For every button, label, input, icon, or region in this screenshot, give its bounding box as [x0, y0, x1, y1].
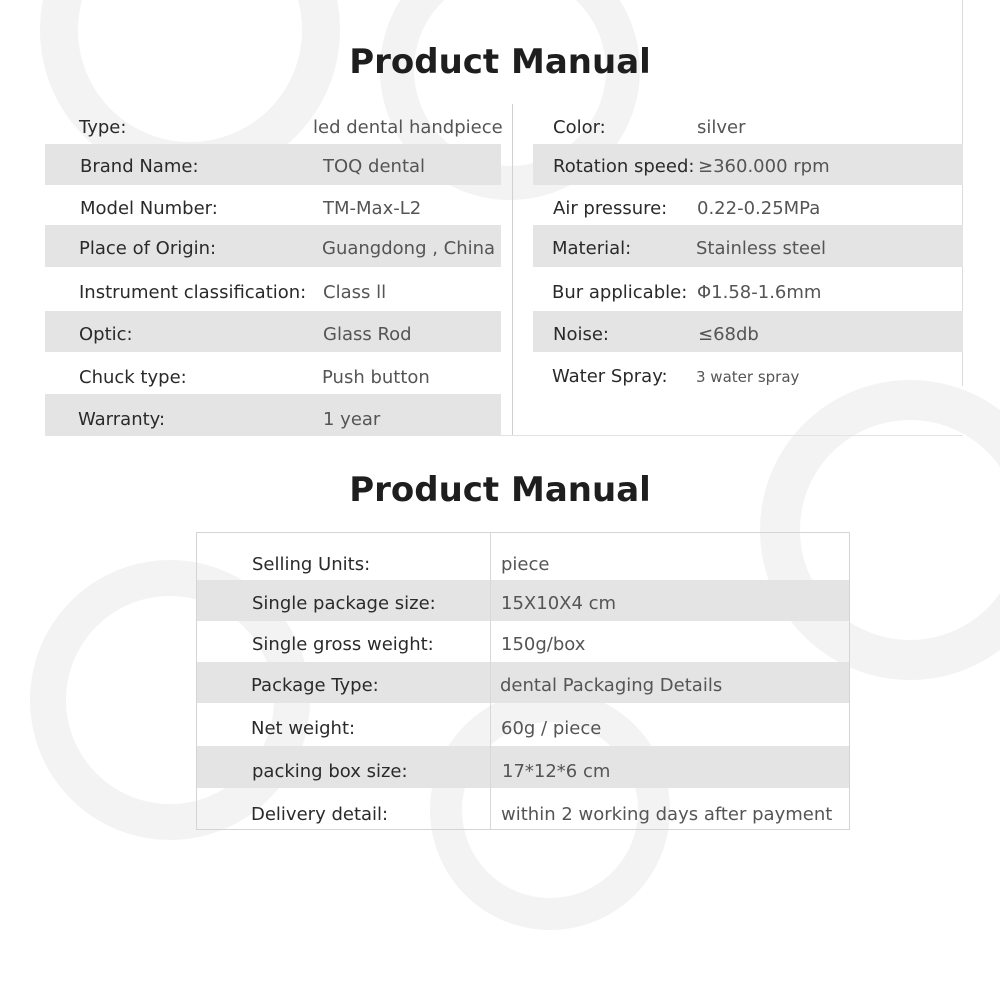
spec-label: Brand Name:	[80, 156, 199, 177]
column-divider	[490, 533, 491, 829]
specs-table-right	[533, 104, 963, 436]
spec-label: Net weight:	[251, 718, 356, 739]
spec-label: Place of Origin:	[79, 238, 217, 259]
spec-value: 60g / piece	[501, 718, 602, 739]
table-row	[533, 185, 963, 225]
spec-label: Single gross weight:	[252, 634, 434, 655]
spec-label: Warranty:	[78, 409, 166, 430]
spec-label: Chuck type:	[79, 367, 187, 388]
spec-label: Package Type:	[251, 675, 379, 696]
spec-label: Type:	[79, 117, 127, 138]
table-row	[197, 746, 849, 788]
table-row	[197, 580, 849, 621]
table-row	[45, 225, 501, 267]
spec-value: 17*12*6 cm	[502, 761, 611, 782]
table-row	[197, 621, 849, 662]
spec-label: Material:	[552, 238, 632, 259]
spec-value: Glass Rod	[323, 324, 412, 345]
spec-label: packing box size:	[252, 761, 408, 782]
spec-label: Optic:	[79, 324, 133, 345]
table-row	[533, 311, 963, 352]
spec-label: Instrument classification:	[79, 282, 307, 303]
spec-value: within 2 working days after payment	[501, 804, 833, 825]
table-row	[533, 352, 963, 394]
spec-value: TOQ dental	[323, 156, 426, 177]
table-row	[197, 662, 849, 703]
table-row	[45, 104, 501, 144]
specs-table-left	[45, 104, 501, 436]
spec-value: Φ1.58-1.6mm	[697, 282, 822, 303]
table-row	[197, 533, 849, 580]
spec-label: Noise:	[553, 324, 609, 345]
spec-label: Delivery detail:	[251, 804, 389, 825]
spec-value: 3 water spray	[696, 368, 800, 386]
packaging-table	[196, 532, 850, 830]
table-row	[45, 311, 501, 352]
table-row	[45, 267, 501, 311]
spec-value: 1 year	[323, 409, 381, 430]
spec-value: 150g/box	[501, 634, 586, 655]
spec-label: Single package size:	[252, 593, 436, 614]
table-row	[197, 788, 849, 829]
table-row	[45, 394, 501, 436]
table-row	[533, 144, 963, 185]
spec-value: Class ll	[323, 282, 387, 303]
table-row	[45, 352, 501, 394]
table-row	[533, 267, 963, 311]
spec-value: ≤68db	[698, 324, 759, 345]
table-row	[45, 144, 501, 185]
section-divider	[45, 435, 963, 436]
spec-value: Guangdong , China	[322, 238, 496, 259]
spec-value: 15X10X4 cm	[501, 593, 617, 614]
page-title: Product Manual	[349, 470, 651, 510]
page-title: Product Manual	[349, 42, 651, 82]
spec-value: TM-Max-L2	[323, 198, 422, 219]
spec-label: Air pressure:	[553, 198, 668, 219]
spec-value: led dental handpiece	[313, 117, 503, 138]
spec-label: Color:	[553, 117, 606, 138]
spec-value: Stainless steel	[696, 238, 827, 259]
table-row	[533, 104, 963, 144]
spec-value: dental Packaging Details	[500, 675, 723, 696]
spec-label: Bur applicable:	[552, 282, 688, 303]
spec-value: silver	[697, 117, 746, 138]
spec-label: Selling Units:	[252, 554, 371, 575]
spec-value: Push button	[322, 367, 430, 388]
spec-label: Model Number:	[80, 198, 218, 219]
table-row	[533, 225, 963, 267]
spec-value: ≥360.000 rpm	[698, 156, 830, 177]
spec-value: 0.22-0.25MPa	[697, 198, 821, 219]
table-row	[45, 185, 501, 225]
spec-label: Water Spray:	[552, 366, 668, 387]
table-row	[197, 703, 849, 746]
column-divider	[512, 104, 513, 436]
spec-label: Rotation speed:	[553, 156, 695, 177]
spec-value: piece	[501, 554, 550, 575]
